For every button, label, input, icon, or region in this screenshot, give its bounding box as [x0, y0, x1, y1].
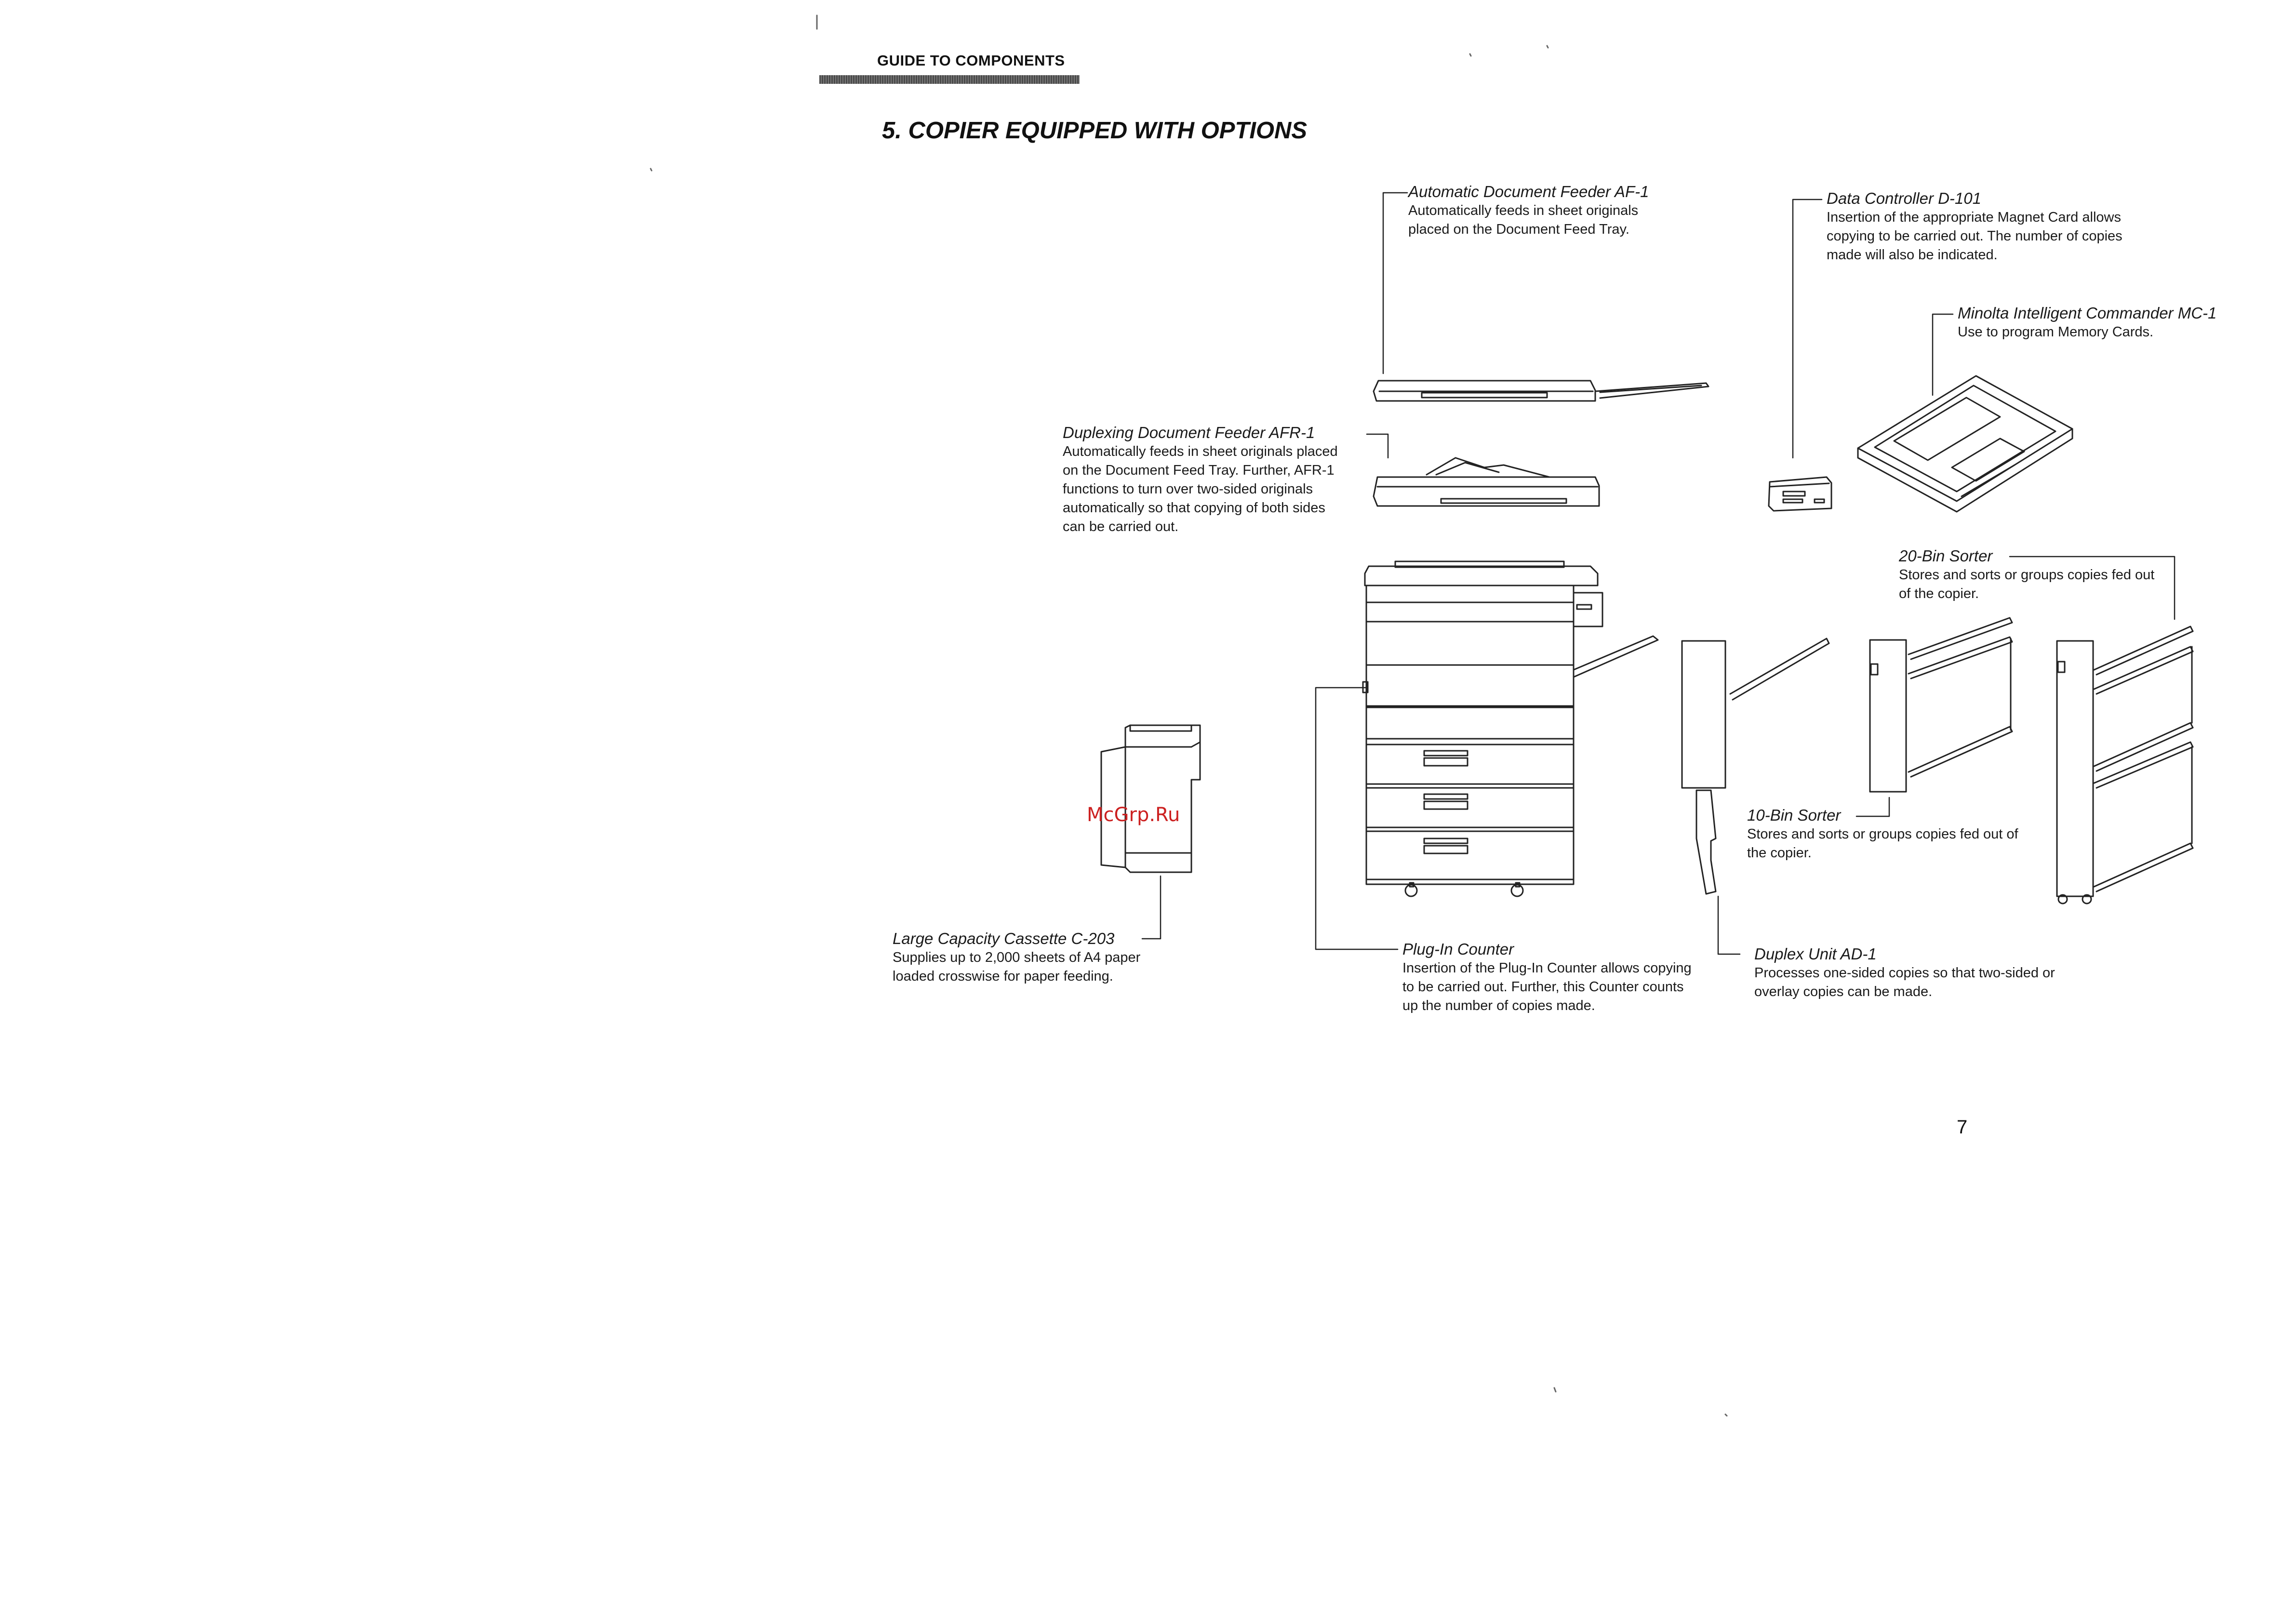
sorter20-label	[1899, 546, 2169, 603]
d101-label	[1827, 189, 2130, 265]
counter-label	[1402, 940, 1692, 1015]
c203-illustration	[1101, 725, 1200, 872]
mc1-name: Minolta Intelligent Commander MC-1	[1958, 304, 2217, 322]
section-title: 5. COPIER EQUIPPED WITH OPTIONS	[882, 118, 1308, 144]
af1-label	[1408, 182, 1678, 239]
ad1-label	[1754, 945, 2063, 1001]
sorter10-name: 10-Bin Sorter	[1747, 806, 1841, 824]
mc1-illustration	[1858, 376, 2072, 512]
mc1-desc: Use to program Memory Cards.	[1958, 324, 2154, 340]
d101-illustration	[1769, 477, 1831, 511]
af1-illustration	[1374, 381, 1709, 401]
watermark: McGrp.Ru	[1087, 804, 1180, 826]
counter-desc: Insertion of the Plug-In Counter allows copying to be carried out. Further, this Counter counts up the number of copies made.	[1402, 960, 1692, 1013]
header-title: GUIDE TO COMPONENTS	[877, 52, 1065, 69]
ad1-name: Duplex Unit AD-1	[1754, 945, 1877, 963]
af1-desc: Automatically feeds in sheet originals placed on the Document Feed Tray.	[1408, 203, 1639, 237]
c203-label	[893, 929, 1162, 986]
mc1-label	[1958, 304, 2271, 342]
afr1-desc: Automatically feeds in sheet originals placed on the Document Feed Tray. Further, AFR-1 functions to turn over two-sided originals automatically so that copying of both sides can be carried out.	[1063, 444, 1338, 534]
sorter10-illustration	[1870, 618, 2012, 792]
page-number: 7	[1957, 1117, 1968, 1138]
sorter10-label	[1747, 806, 2036, 863]
c203-desc: Supplies up to 2,000 sheets of A4 paper loaded crosswise for paper feeding.	[893, 950, 1141, 984]
d101-desc: Insertion of the appropriate Magnet Card allows copying to be carried out. The number of copies made will also be indicated.	[1827, 210, 2122, 263]
af1-name: Automatic Document Feeder AF-1	[1408, 183, 1649, 200]
afr1-illustration	[1374, 458, 1599, 506]
d101-name: Data Controller D-101	[1827, 189, 1981, 207]
copier-illustration	[1363, 561, 1658, 896]
sorter10-desc: Stores and sorts or groups copies fed out of the copier.	[1747, 826, 2018, 861]
counter-name: Plug-In Counter	[1402, 940, 1514, 958]
afr1-label	[1063, 423, 1342, 536]
sorter20-name: 20-Bin Sorter	[1899, 547, 1993, 565]
sorter20-desc: Stores and sorts or groups copies fed out of the copier.	[1899, 567, 2155, 601]
ad1-desc: Processes one-sided copies so that two-sided or overlay copies can be made.	[1754, 965, 2055, 999]
sorter20-illustration	[2057, 626, 2193, 904]
c203-name: Large Capacity Cassette C-203	[893, 930, 1115, 947]
afr1-name: Duplexing Document Feeder AFR-1	[1063, 424, 1315, 441]
